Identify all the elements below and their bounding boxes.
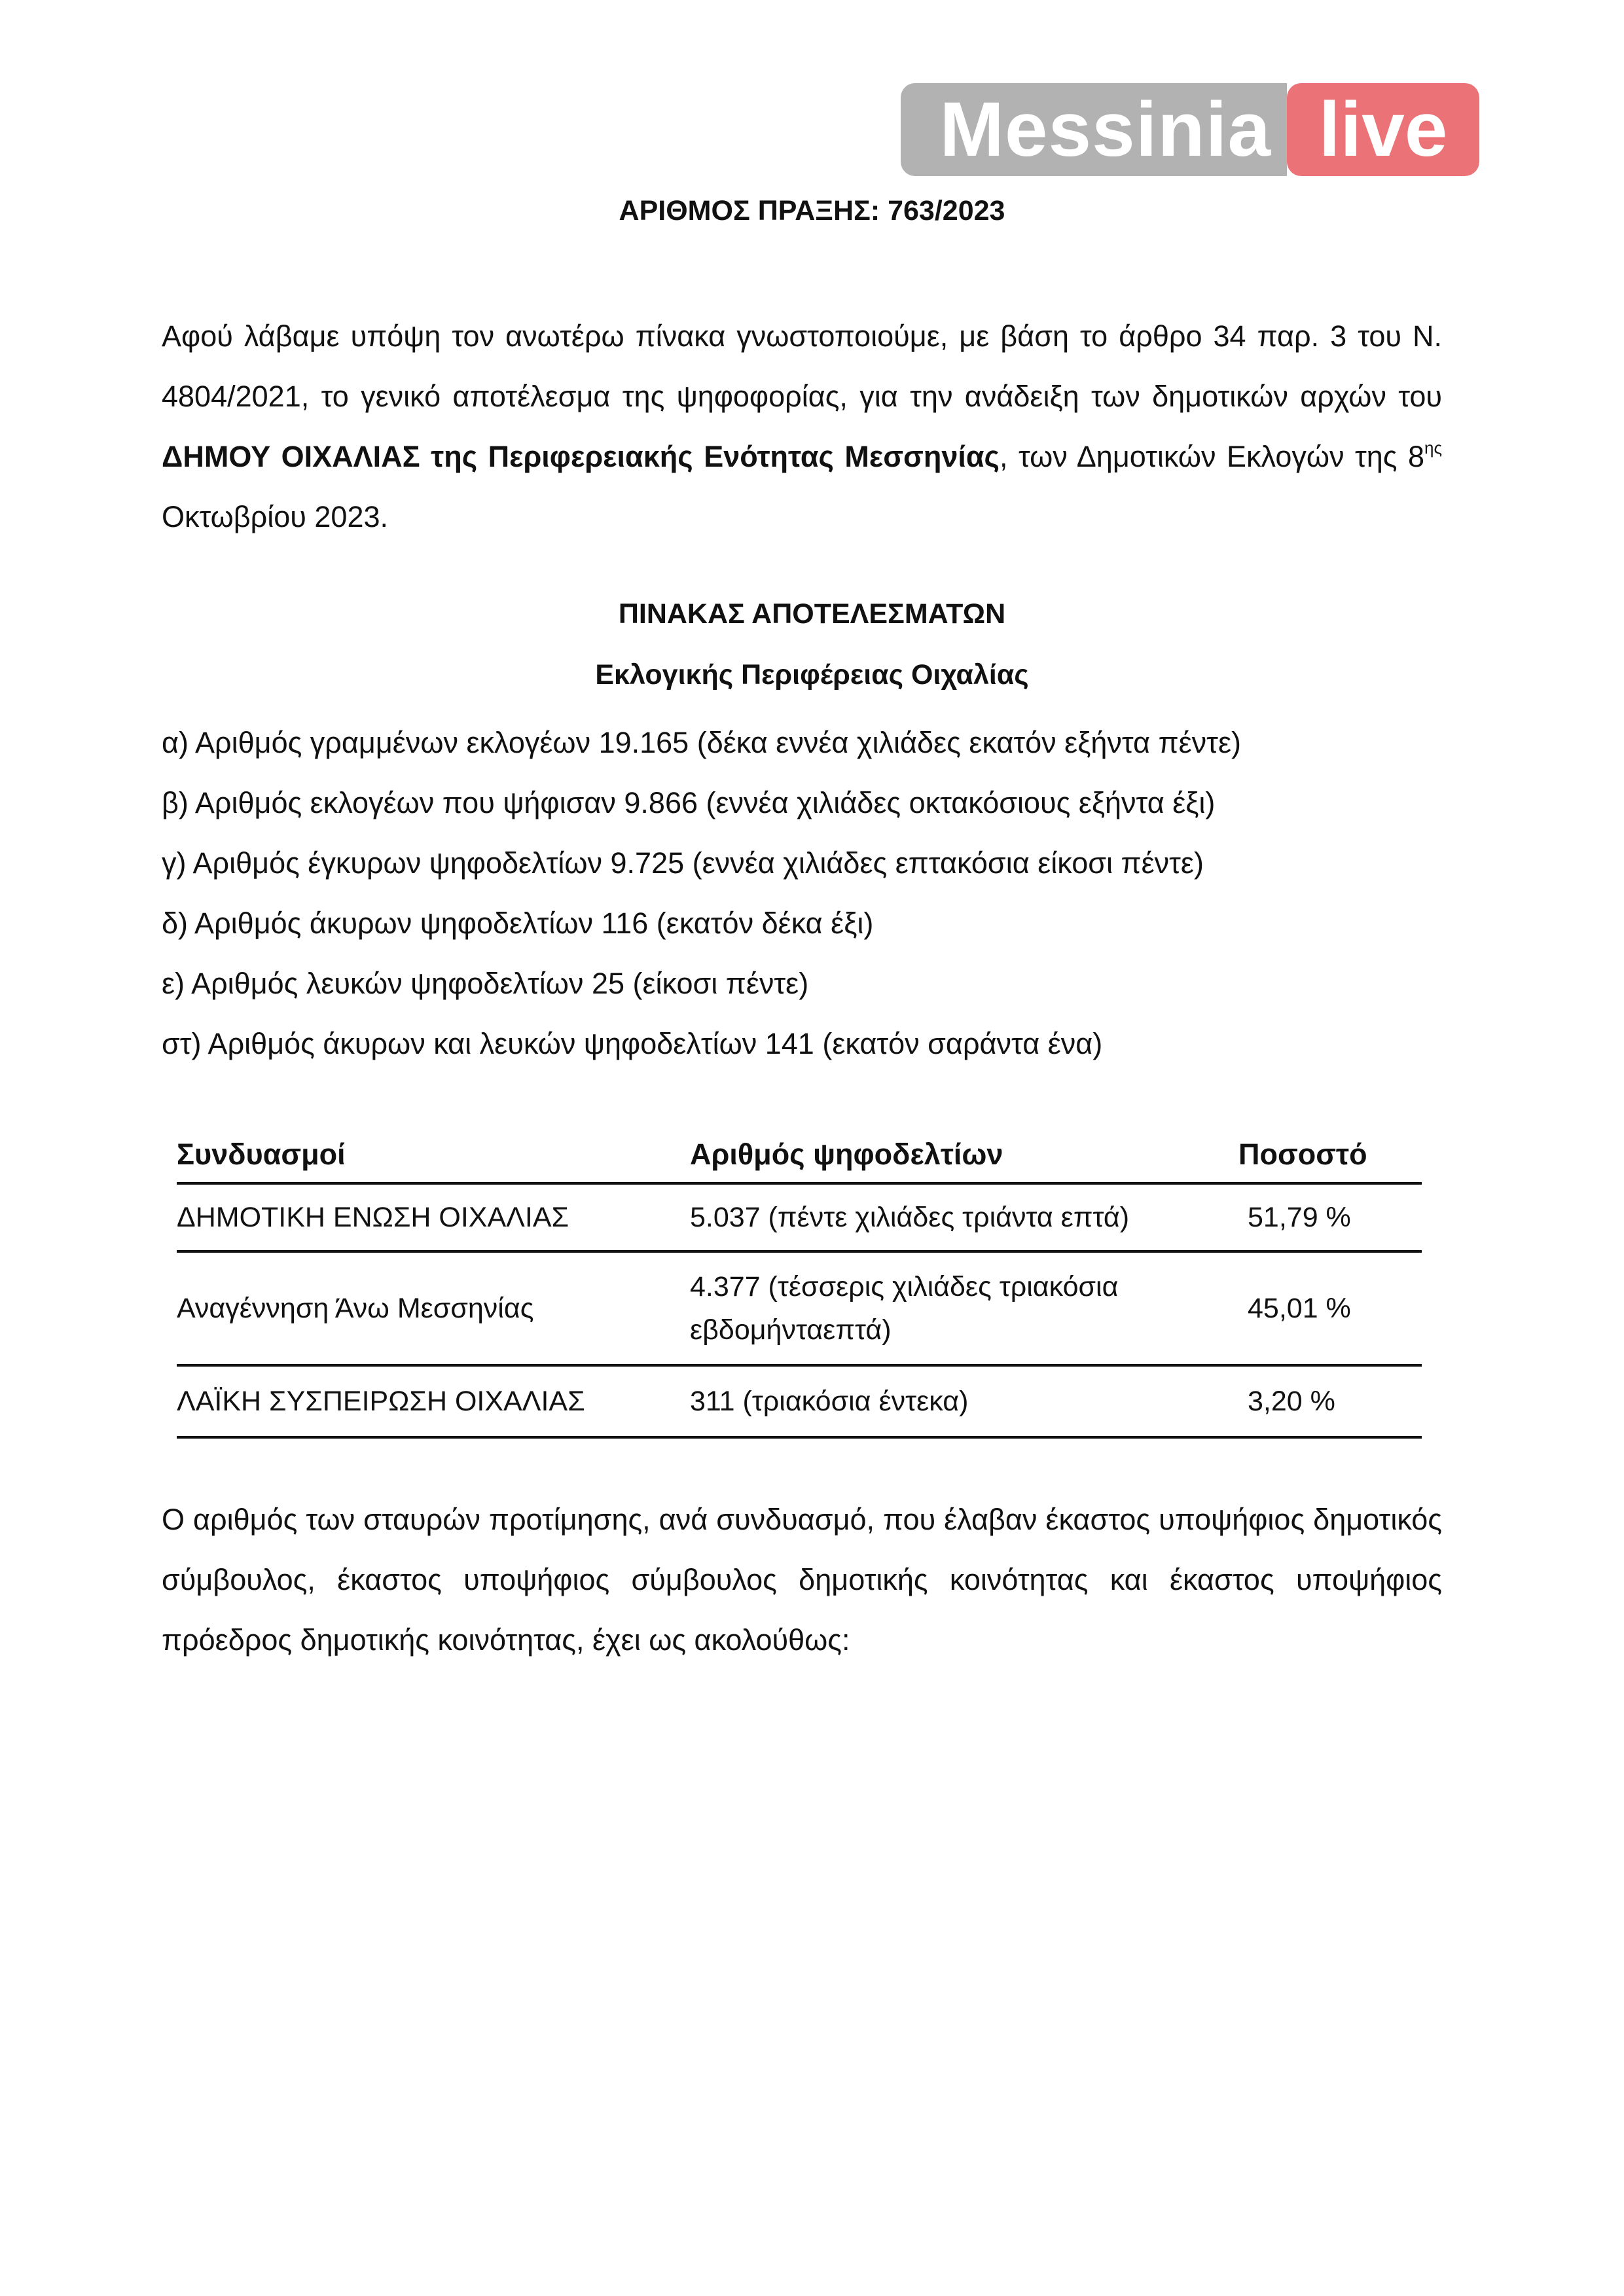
- closing-paragraph: Ο αριθμός των σταυρών προτίμησης, ανά συνδυασμό, που έλαβαν έκαστος υποψήφιος δημοτικός σύμβουλος, έκαστος υποψήφιος σύμβουλος δημοτικής κοινότητας και έκαστος υποψήφιος πρόεδρος δημοτικής κοινότητας, έχει ως ακολούθως:: [162, 1503, 1442, 1657]
- stat-invalid-and-blank: στ) Αριθμός άκυρων και λευκών ψηφοδελτίων 141 (εκατόν σαράντα ένα): [162, 1027, 1103, 1060]
- stats-list: [162, 713, 1458, 1074]
- intro-paragraph: [162, 306, 1442, 547]
- header-ballot-count: Αριθμός ψηφοδελτίων: [690, 1138, 1003, 1171]
- messinia-live-logo: [901, 83, 1479, 176]
- stat-blank-ballots: ε) Αριθμός λευκών ψηφοδελτίων 25 (είκοσι πέντε): [162, 967, 809, 1000]
- stat-invalid-ballots: δ) Αριθμός άκυρων ψηφοδελτίων 116 (εκατόν δέκα έξι): [162, 906, 874, 940]
- intro-ordinal-suffix: ης: [1424, 438, 1443, 457]
- stat-voters-voted: β) Αριθμός εκλογέων που ψήφισαν 9.866 (εννέα χιλιάδες οκτακόσιους εξήντα έξι): [162, 786, 1216, 819]
- combination-name: ΛΑΪΚΗ ΣΥΣΠΕΙΡΩΣΗ ΟΙΧΑΛΙΑΣ: [177, 1385, 585, 1417]
- table-row: [177, 1185, 1422, 1253]
- results-heading: ΠΙΝΑΚΑΣ ΑΠΟΤΕΛΕΣΜΑΤΩΝ: [618, 598, 1006, 630]
- ballot-count: 4.377 (τέσσερις χιλιάδες τριακόσια εβδομήνταεπτά): [690, 1271, 1119, 1346]
- results-table: [177, 1127, 1422, 1439]
- percentage: 51,79 %: [1248, 1201, 1351, 1233]
- intro-text-2: , των Δημοτικών Εκλογών της 8: [999, 440, 1425, 473]
- percentage: 3,20 %: [1248, 1385, 1335, 1417]
- table-header-row: [177, 1127, 1422, 1185]
- logo-live-text: live: [1287, 83, 1479, 176]
- logo-messinia-text: Messinia: [901, 83, 1287, 176]
- combination-name: Αναγέννηση Άνω Μεσσηνίας: [177, 1292, 534, 1324]
- combination-name: ΔΗΜΟΤΙΚΗ ΕΝΩΣΗ ΟΙΧΑΛΙΑΣ: [177, 1201, 569, 1233]
- district-heading: Εκλογικής Περιφέρειας Οιχαλίας: [595, 659, 1029, 691]
- ballot-count: 311 (τριακόσια έντεκα): [690, 1385, 969, 1417]
- header-percentage: Ποσοστό: [1238, 1138, 1367, 1171]
- intro-text-1: Αφού λάβαμε υπόψη τον ανωτέρω πίνακα γνωστοποιούμε, με βάση το άρθρο 34 παρ. 3 του Ν. 4804/2021, το γενικό αποτέλεσμα της ψηφοφορίας, για την ανάδειξη των δημοτικών αρχών του: [162, 319, 1442, 413]
- header-combinations: Συνδυασμοί: [177, 1138, 346, 1171]
- act-number: ΑΡΙΘΜΟΣ ΠΡΑΞΗΣ: 763/2023: [619, 195, 1005, 226]
- intro-municipality: ΔΗΜΟΥ ΟΙΧΑΛΙΑΣ της Περιφερειακής Ενότητας Μεσσηνίας: [162, 440, 1000, 473]
- intro-text-3: Οκτωβρίου 2023.: [162, 500, 389, 533]
- stat-registered-voters: α) Αριθμός γραμμένων εκλογέων 19.165 (δέκα εννέα χιλιάδες εκατόν εξήντα πέντε): [162, 726, 1242, 759]
- table-row: [177, 1367, 1422, 1439]
- ballot-count: 5.037 (πέντε χιλιάδες τριάντα επτά): [690, 1201, 1130, 1233]
- stat-valid-ballots: γ) Αριθμός έγκυρων ψηφοδελτίων 9.725 (εννέα χιλιάδες επτακόσια είκοσι πέντε): [162, 846, 1204, 880]
- percentage: 45,01 %: [1248, 1292, 1351, 1324]
- table-row: [177, 1253, 1422, 1367]
